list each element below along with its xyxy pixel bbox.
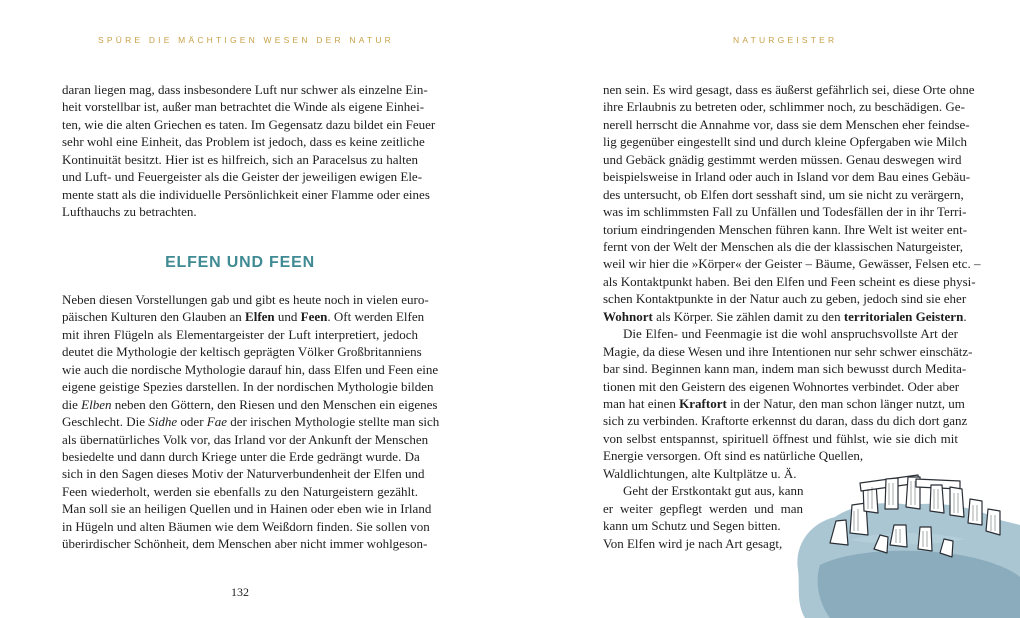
text-line: Magie, da diese Wesen und ihre Intentionen nur sehr schwer einschätz- xyxy=(603,343,973,359)
text-line: und Gebäck gnädig gestimmt werden müssen. Genau deswegen wird xyxy=(603,151,962,167)
text-line: des untersucht, ob Elfen dort sesshaft sind, um sie nicht zu verärgern, xyxy=(603,186,964,202)
text-line: päischen Kulturen den Glauben an Elfen und Feen. Oft werden Elfen xyxy=(62,309,425,325)
text-line: besiedelte und dann durch Kriege unter die Erde gedrängt wurde. Da xyxy=(62,448,420,464)
running-head-left: SPÜRE DIE MÄCHTIGEN WESEN DER NATUR xyxy=(98,35,395,45)
term-fae: Fae xyxy=(206,414,227,430)
text-line: nen sein. Es wird gesagt, dass es äußerst gefährlich sei, diese Orte ohne xyxy=(603,82,975,97)
text-line: mente statt als die individuelle Persönlichkeit einer Flamme oder eines xyxy=(62,186,430,202)
stone-circle-illustration xyxy=(790,465,1020,618)
text-line: Von Elfen wird je nach Art gesagt, xyxy=(603,535,783,551)
text-line: sich zu verbinden. Kraftorte erkennst du daran, dass du dich dort ganz xyxy=(603,413,968,429)
text-line: heit vorstellbar ist, außer man betrachtet die Winde als eigene Einhei- xyxy=(62,99,425,115)
text-line: Energie versorgen. Oft sind es natürliche Quellen, xyxy=(603,448,864,464)
text-line: mit ihren Flügeln als Elementargeister der Luft interpretiert, jedoch xyxy=(62,326,418,342)
text-line: Waldlichtungen, alte Kultplätze u. Ä. xyxy=(603,465,797,481)
term-sidhe: Sidhe xyxy=(148,414,178,430)
text-line: Geht der Erstkontakt gut aus, kann xyxy=(623,483,804,499)
text-line: eigene geistige Spezies darstellen. In der nordischen Mythologie bilden xyxy=(62,379,434,395)
text-line: Lufthauchs zu betrachten. xyxy=(62,204,197,220)
term-wohnort: Wohnort xyxy=(603,308,653,324)
text-line: sehr wohl eine Einheit, das Problem ist jedoch, dass es keine zeitliche xyxy=(62,134,425,150)
text-line: von selbst entspannst, spirituell öffnest und fühlst, wie sie dich mit xyxy=(603,430,958,446)
text-line: die Elben neben den Göttern, den Riesen und den Menschen ein eigenes xyxy=(62,396,438,412)
text-line: lig gegenüber eingestellt sind und durch kleine Opfergaben wie Milch xyxy=(603,134,968,150)
right-paragraph-3 xyxy=(603,482,803,552)
left-paragraph-1 xyxy=(62,81,436,221)
text-line: man hat einen Kraftort in der Natur, den man schon länger nutzt, um xyxy=(603,396,965,412)
text-line: als übernatürliches Volk vor, das Irland vor der Ankunft der Menschen xyxy=(62,431,429,447)
text-line: deutet die Mythologie der keltisch geprägten Völker Großbritanniens xyxy=(62,344,422,360)
text-line: als Kontaktpunkt haben. Bei den Elfen und Feen scheint es diese physi- xyxy=(603,273,976,289)
text-line: sich in den Sagen dieses Motiv der Naturverbundenheit der Elfen und xyxy=(62,466,425,482)
term-kraftort: Kraftort xyxy=(679,396,727,412)
right-paragraph-2 xyxy=(603,325,973,482)
text-line: Die Elfen- und Feenmagie ist die wohl anspruchsvollste Art der xyxy=(623,326,958,342)
running-head-right: NATURGEISTER xyxy=(733,35,838,45)
text-line: Geschlecht. Die Sidhe oder Fae der irischen Mythologie stellte man sich xyxy=(62,414,440,430)
text-line: Feen wiederholt, werden sie ebenfalls zu den Naturgeistern gezählt. xyxy=(62,483,418,499)
text-line: in Hügeln und alten Bäumen wie dem Weißdorn finden. Sie sollen von xyxy=(62,518,430,534)
text-line: torium eindringenden Menschen führen kann. Ihre Welt ist weiter ent- xyxy=(603,221,968,237)
text-line: kann um Schutz und Segen bitten. xyxy=(603,518,781,534)
text-line: weil wir hier die »Körper« der Geister – Bäume, Gewässer, Felsen etc. – xyxy=(603,256,981,272)
text-line: Man soll sie an heiligen Quellen und in Hainen oder eben wie in Irland xyxy=(62,501,432,517)
page-number: 132 xyxy=(231,585,249,599)
text-line: bar sind. Beginnen kann man, indem man sich bewusst durch Medita- xyxy=(603,361,967,377)
text-line: beispielsweise in Irland oder auch in Island vor dem Bau eines Gebäu- xyxy=(603,169,971,185)
text-line: ten, wie die alten Griechen es taten. Im Gegensatz dazu bildet ein Feuer xyxy=(62,116,436,132)
text-line: was im schlimmsten Fall zu Unfällen und Todesfällen der in ihr Terri- xyxy=(603,204,967,220)
section-heading: ELFEN UND FEEN xyxy=(165,254,315,271)
text-line: tionen mit den Geistern des eigenen Wohnortes verbindet. Oder aber xyxy=(603,378,960,394)
left-paragraph-2 xyxy=(62,291,440,553)
text-line: Wohnort als Körper. Sie zählen damit zu den territorialen Geistern. xyxy=(603,308,967,324)
text-line: Kontinuität besitzt. Hier ist es hilfreich, sich an Paracelsus zu halten xyxy=(62,151,418,167)
text-line: überirdischer Schönheit, dem Menschen aber nicht immer wohlgeson- xyxy=(62,536,428,552)
term-elben: Elben xyxy=(81,396,112,412)
term-feen: Feen xyxy=(300,309,328,325)
text-line: Neben diesen Vorstellungen gab und gibt es heute noch in vielen euro- xyxy=(62,292,429,307)
text-line: und Luft- und Feuergeister als die Geister der jeweiligen ewigen Ele- xyxy=(62,169,423,185)
text-line: nerell herrscht die Annahme vor, dass sie dem Menschen eher feindse- xyxy=(603,116,970,132)
text-line: er weiter gepflegt werden und man xyxy=(603,500,803,516)
term-elfen: Elfen xyxy=(245,309,275,325)
right-paragraph-1 xyxy=(603,81,981,325)
text-line: schen Kontaktpunkte in der Natur auch zu geben, jedoch sind sie eher xyxy=(603,291,967,307)
text-line: wie auch die nordische Mythologie darauf hin, dass Elfen und Feen eine xyxy=(62,361,439,377)
term-territoriale-geister: territorialen Geistern xyxy=(843,308,964,324)
text-line: ihre Erlaubnis zu betreten oder, schlimmer noch, zu beschädigen. Ge- xyxy=(603,99,965,115)
text-line: fernt von der Welt der Menschen als die der klassischen Naturgeister, xyxy=(603,238,964,254)
text-line: daran liegen mag, dass insbesondere Luft nur schwer als einzelne Ein- xyxy=(62,82,428,97)
